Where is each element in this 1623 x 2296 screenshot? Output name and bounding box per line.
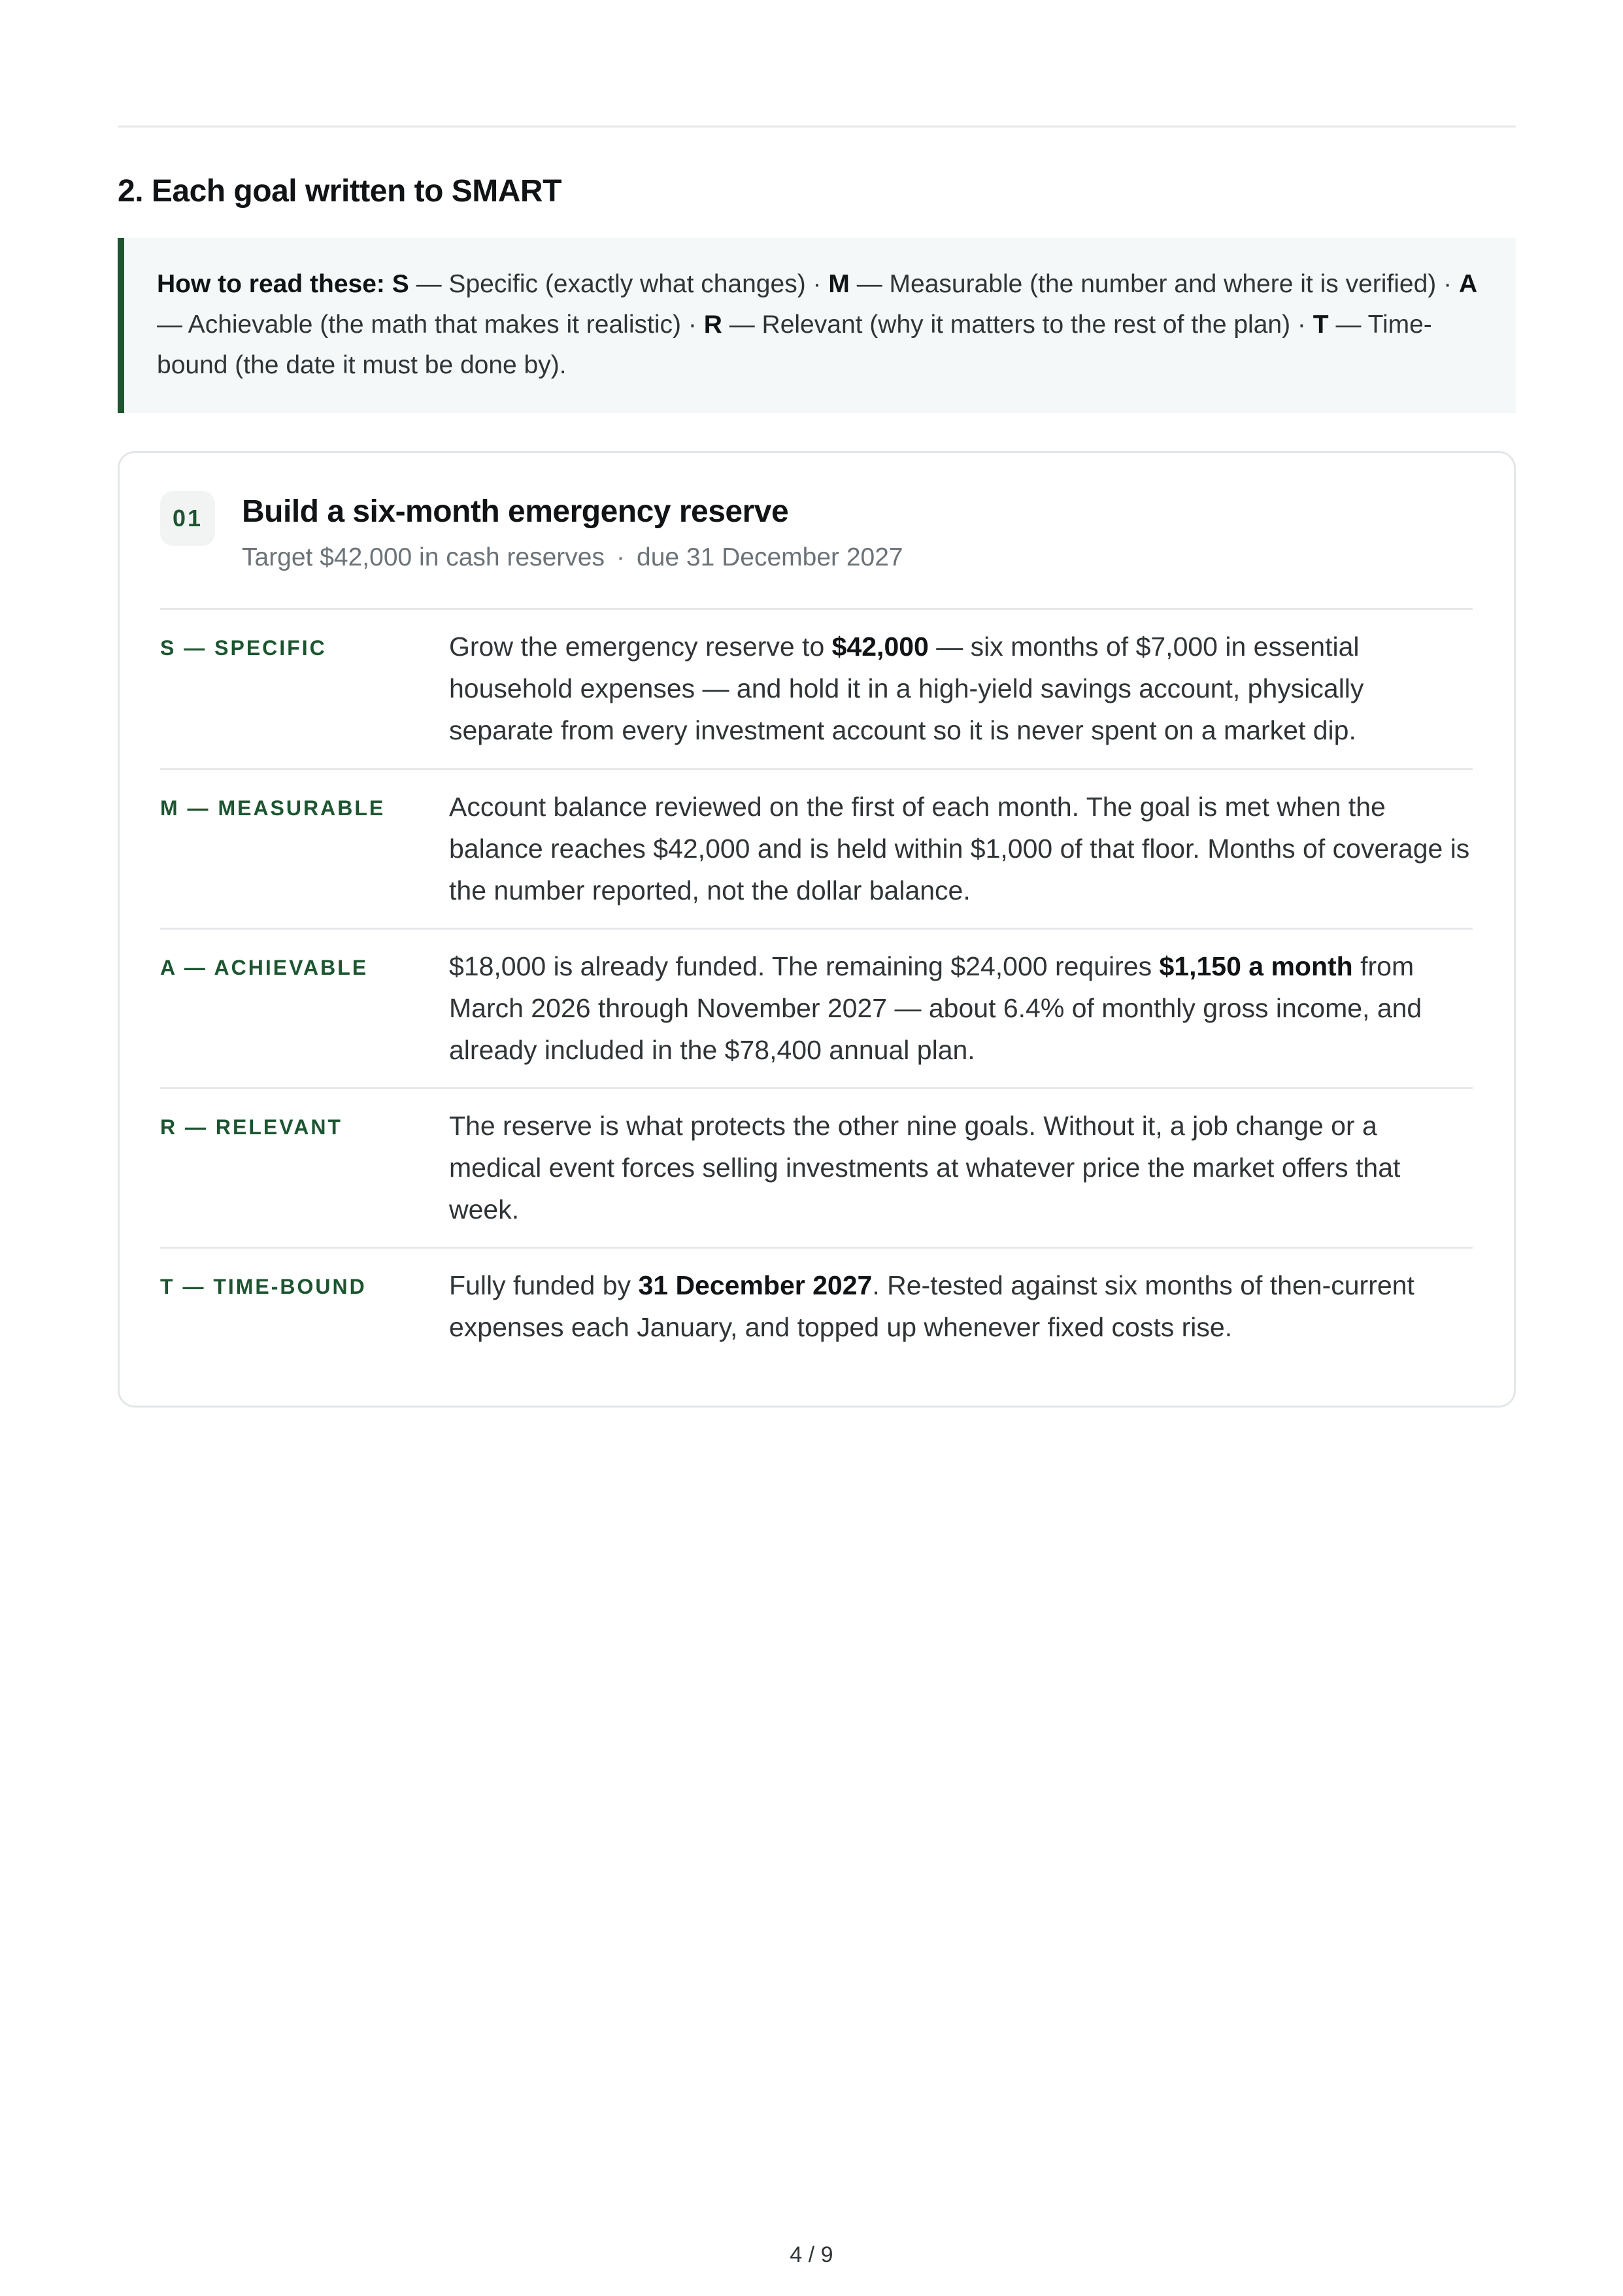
how-to-read-callout xyxy=(118,238,1516,413)
callout-letter-s: S xyxy=(392,270,409,298)
callout-letter-t: T xyxy=(1313,311,1329,339)
smart-row-text xyxy=(449,945,1473,1071)
callout-separator: · xyxy=(1297,311,1306,339)
callout-lead: How to read these: xyxy=(157,270,385,298)
goal-meta-separator: · xyxy=(616,543,625,571)
smart-row-label: T — TIME-BOUND xyxy=(160,1275,367,1298)
goal-number-badge: 01 xyxy=(160,491,215,546)
top-divider xyxy=(118,126,1516,127)
smart-row-label: A — ACHIEVABLE xyxy=(160,956,369,979)
page-number: 4 / 9 xyxy=(790,2242,833,2267)
callout-letter-a: A xyxy=(1458,270,1478,298)
smart-row-measurable xyxy=(160,768,1473,928)
callout-text-t: — Time-bound (the date it must be done by). xyxy=(157,311,1432,379)
callout-separator: · xyxy=(1443,270,1452,298)
text-run: from March 2026 through November 2027 — about 6.4% of monthly gross income, and already included in the $78,400 annual plan. xyxy=(449,951,1422,1065)
smart-row-relevant xyxy=(160,1087,1473,1247)
smart-row-label: R — RELEVANT xyxy=(160,1115,343,1139)
goal-due: due 31 December 2027 xyxy=(637,543,903,571)
smart-row-text xyxy=(449,626,1473,751)
callout-separator: · xyxy=(688,311,697,339)
smart-row-text xyxy=(449,1264,1473,1348)
text-run: — six months of $7,000 in essential household expenses — and hold it in a high-yield savings account, physically separate from every investment account so it is never spent on a market dip. xyxy=(449,632,1364,745)
callout-separator: · xyxy=(812,270,822,298)
goal-meta xyxy=(242,543,903,572)
text-run: $18,000 is already funded. The remaining $24,000 requires xyxy=(449,951,1160,981)
text-run-bold: $42,000 xyxy=(831,632,929,662)
callout-text-s: — Specific (exactly what changes) xyxy=(416,270,806,298)
text-run: Grow the emergency reserve to xyxy=(449,632,832,662)
goal-card xyxy=(118,451,1516,1408)
smart-row-label: S — SPECIFIC xyxy=(160,636,327,660)
smart-row-achievable xyxy=(160,928,1473,1087)
text-run: Fully funded by xyxy=(449,1270,639,1300)
callout-letter-r: R xyxy=(703,311,722,339)
section-title: 2. Each goal written to SMART xyxy=(118,174,561,209)
goal-target: Target $42,000 in cash reserves xyxy=(242,543,605,571)
smart-row-time-bound xyxy=(160,1247,1473,1377)
text-run-bold: $1,150 a month xyxy=(1159,951,1353,981)
smart-rows xyxy=(160,608,1473,1377)
text-run: Account balance reviewed on the first of each month. The goal is met when the balance reaches $42,000 and is held within $1,000 of that floor. Months of coverage is the number reported, not the dollar balance. xyxy=(449,792,1470,905)
text-run-bold: 31 December 2027 xyxy=(638,1270,873,1300)
smart-row-specific xyxy=(160,608,1473,768)
callout-text-a: — Achievable (the math that makes it realistic) xyxy=(157,311,681,339)
smart-row-text xyxy=(449,1105,1473,1230)
text-run: . Re-tested against six months of then-current expenses each January, and topped up whenever fixed costs rise. xyxy=(449,1270,1414,1342)
smart-row-label: M — MEASURABLE xyxy=(160,796,386,820)
callout-text-r: — Relevant (why it matters to the rest of the plan) xyxy=(729,311,1291,339)
callout-text-m: — Measurable (the number and where it is verified) xyxy=(856,270,1437,298)
smart-row-text xyxy=(449,786,1473,911)
goal-title: Build a six-month emergency reserve xyxy=(242,494,789,529)
callout-letter-m: M xyxy=(828,270,850,298)
text-run: The reserve is what protects the other nine goals. Without it, a job change or a medical event forces selling investments at whatever price the market offers that week. xyxy=(449,1111,1401,1224)
